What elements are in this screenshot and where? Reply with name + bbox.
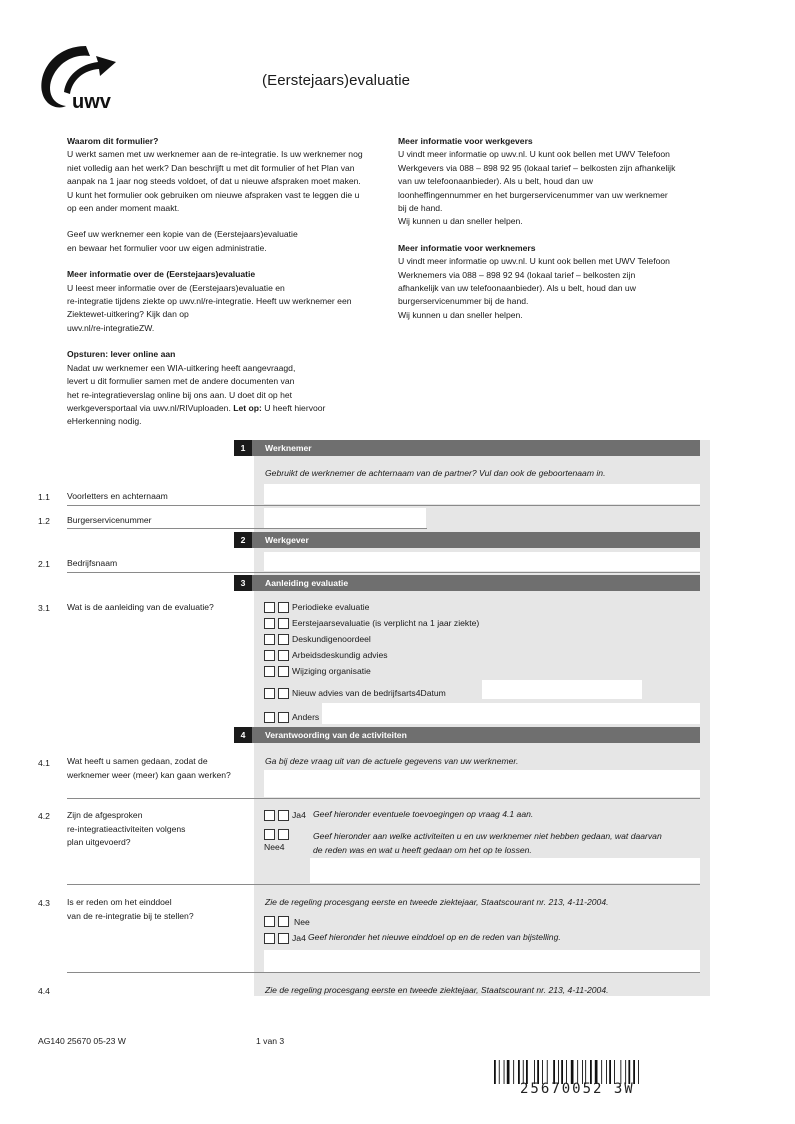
divider [67,972,700,973]
checkbox[interactable] [264,650,275,661]
divider [67,798,700,799]
checkbox[interactable] [278,688,289,699]
question-number: 1.2 [38,516,50,526]
divider [67,528,427,529]
logo-text: uwv [72,91,111,112]
new-goal-field[interactable] [264,950,700,972]
checkbox[interactable] [278,650,289,661]
uwv-logo [36,40,118,112]
question-number: 4.4 [38,986,50,996]
option-nee: Nee4 [264,842,285,852]
question-number: 4.2 [38,811,50,821]
hint-4-1: Ga bij deze vraag uit van de actuele gegevens van uw werknemer. [265,756,519,766]
checkbox[interactable] [264,634,275,645]
checkbox[interactable] [264,602,275,613]
checkbox[interactable] [264,688,275,699]
question-label: Burgerservicenummer [67,515,152,525]
hint-4-4: Zie de regeling procesgang eerste en tweede ziektejaar, Staatscourant nr. 213, 4-11-2004. [265,985,609,995]
hint-4-3: Zie de regeling procesgang eerste en tweede ziektejaar, Staatscourant nr. 213, 4-11-2004. [265,897,609,907]
divider [67,884,700,885]
option-label: Periodieke evaluatie [292,602,370,612]
question-number: 3.1 [38,603,50,613]
checkbox[interactable] [264,916,275,927]
question-number: 4.3 [38,898,50,908]
checkbox[interactable] [278,666,289,677]
option-ja: Ja4 [292,933,306,943]
checkbox[interactable] [278,933,289,944]
intro-send: Opsturen: lever online aan Nadat uw werknemer een WIA-uitkering heeft aangevraagd, levert u dit formulier samen met de andere documenten van het re-integratieverslag online bij ons aan. U doet dit op het werkgeversportaal via uwv.nl/RIVuploaden. Let op: U heeft hiervoor eHerkenning nodig. [67,349,326,427]
checkbox[interactable] [278,829,289,840]
option-label: Deskundigenoordeel [292,634,371,644]
intro-right [398,135,708,335]
checkbox[interactable] [278,810,289,821]
checkbox[interactable] [278,602,289,613]
question-number: 2.1 [38,559,50,569]
option-label: Wijziging organisatie [292,666,371,676]
checkbox[interactable] [264,666,275,677]
hint-werknemer: Gebruikt de werknemer de achternaam van de partner? Vul dan ook de geboortenaam in. [265,468,606,478]
not-done-field[interactable] [310,858,700,883]
intro-more-info: Meer informatie over de (Eerstejaars)evaluatie U leest meer informatie over de (Eerstejaars)evaluatie en re-integratie tijdens ziekte op uwv.nl/re-integratie. Heeft uw werknemer een Ziektewet-uitkering? Kijk dan op uwv.nl/re-integratieZW. [67,269,352,333]
option-label: Eerstejaarsevaluatie (is verplicht na 1 jaar ziekte) [292,618,480,628]
intro-employees: Meer informatie voor werknemers U vindt meer informatie op uwv.nl. U kunt ook bellen met UWV Telefoon Werknemers via 088 – 898 92 94 (lokaal tarief – belkosten zijn afhankelijk van uw telefoonaanbieder). Als u belt, houd dan uw burgerservicenummer bij de hand. Wij kunnen u dan sneller helpen. [398,242,670,320]
question-label: Wat heeft u samen gedaan, zodat de werknemer weer (meer) kan gaan werken? [67,756,231,780]
checkbox[interactable] [278,712,289,723]
option-nee: Nee [294,917,310,927]
checkbox[interactable] [264,933,275,944]
divider [67,505,700,506]
divider [67,572,700,573]
barcode-number: 25670052 3W [520,1081,635,1097]
question-label: Wat is de aanleiding van de evaluatie? [67,602,214,612]
section-header-werknemer: 1 Werknemer [234,440,700,456]
page-number: 1 van 3 [256,1036,285,1046]
intro-employers: Meer informatie voor werkgevers U vindt meer informatie op uwv.nl. U kunt ook bellen met UWV Telefoon Werkgevers via 088 – 898 92 95 (lokaal tarief – belkosten zijn afhankelijk van uw telefoonaanbieder). Als u belt, houd dan uw loonheffingennummer en het burgerservicenummer van uw werknemer bij de hand. Wij kunnen u dan sneller helpen. [398,136,676,227]
checkbox[interactable] [264,829,275,840]
question-label: Zijn de afgesproken re-integratieactiviteiten volgens plan uitgevoerd? [67,810,186,848]
hint-nee: Geef hieronder aan welke activiteiten u en uw werknemer niet hebben gedaan, wat daarvan de reden was en wat u heeft gedaan om het op te lossen. [313,831,662,855]
bsn-field[interactable] [264,508,426,528]
intro-why: Waarom dit formulier? U werkt samen met uw werknemer aan de re-integratie. Is uw werknemer nog niet volledig aan het werk? Dan beschrijft u met dit formulier of het Plan van aanpak na 1 jaar nog steeds voldoet, of dat u nieuwe afspraken moet maken. U kunt het formulier ook gebruiken om nieuwe afspraken vast te leggen die u op een ander moment maakt. [67,136,363,214]
question-label: Bedrijfsnaam [67,558,118,568]
date-field[interactable] [482,680,642,699]
option-label: Arbeidsdeskundig advies [292,650,388,660]
question-number: 1.1 [38,492,50,502]
form-title: (Eerstejaars)evaluatie [262,72,411,89]
company-name-field[interactable] [264,552,700,571]
name-field[interactable] [264,484,700,504]
checkbox[interactable] [264,712,275,723]
section-header-aanleiding: 3 Aanleiding evaluatie [234,575,700,591]
other-field[interactable] [322,703,700,724]
option-label: Anders [292,712,320,722]
activities-field[interactable] [264,770,700,797]
form-code: AG140 25670 05-23 W [38,1036,126,1046]
question-label: Voorletters en achternaam [67,491,168,501]
section-header-verantwoording: 4 Verantwoording van de activiteiten [234,727,700,743]
option-ja: Ja4 [292,810,306,820]
intro-copy: Geef uw werknemer een kopie van de (Eerstejaars)evaluatie en bewaar het formulier voor uw eigen administratie. [67,229,298,253]
checkbox[interactable] [264,618,275,629]
checkbox[interactable] [278,916,289,927]
checkbox[interactable] [264,810,275,821]
hint-ja: Geef hieronder eventuele toevoegingen op vraag 4.1 aan. [313,809,534,819]
intro-left [67,135,392,442]
checkbox[interactable] [278,634,289,645]
hint-ja: Geef hieronder het nieuwe einddoel op en de reden van bijstelling. [308,932,561,942]
option-label: Nieuw advies van de bedrijfsarts4Datum [292,688,446,698]
checkbox[interactable] [278,618,289,629]
section-header-werkgever: 2 Werkgever [234,532,700,548]
question-number: 4.1 [38,758,50,768]
question-label: Is er reden om het einddoel van de re-integratie bij te stellen? [67,897,194,921]
